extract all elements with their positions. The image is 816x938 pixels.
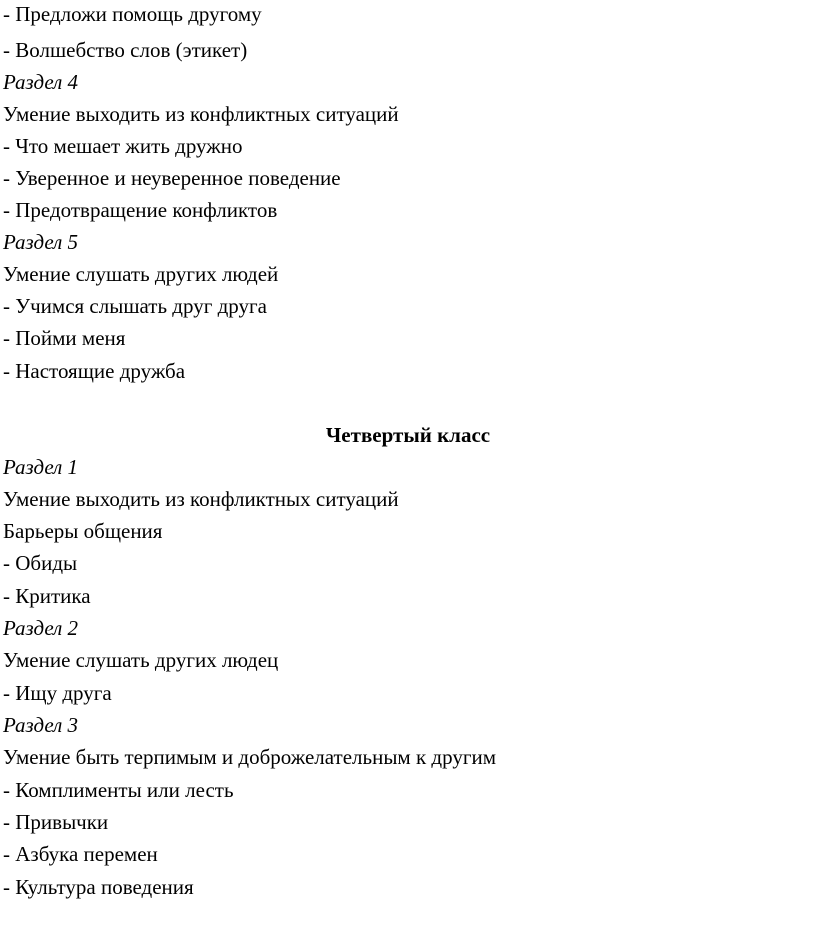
section-title: Умение выходить из конфликтных ситуаций xyxy=(3,487,399,511)
list-item: - Уверенное и неуверенное поведение xyxy=(3,166,341,190)
list-item: - Азбука перемен xyxy=(3,842,158,866)
list-item: - Учимся слышать друг друга xyxy=(3,294,267,318)
list-item: - Пойми меня xyxy=(3,326,126,350)
section-title: Умение выходить из конфликтных ситуаций xyxy=(3,102,399,126)
list-item: - Ищу друга xyxy=(3,681,112,705)
list-item: - Предложи помощь другому xyxy=(3,2,262,26)
list-item: - Критика xyxy=(3,584,91,608)
section-title: Умение быть терпимым и доброжелательным к другим xyxy=(3,745,496,769)
list-item: - Привычки xyxy=(3,810,109,834)
list-item: - Настоящие дружба xyxy=(3,359,186,383)
section-label: Раздел 3 xyxy=(3,713,79,737)
list-item: - Культура поведения xyxy=(3,875,194,899)
section-label: Раздел 2 xyxy=(3,616,79,640)
section-title: Умение слушать других людей xyxy=(3,262,279,286)
section-label: Раздел 5 xyxy=(3,230,79,254)
section-subtitle: Барьеры общения xyxy=(3,519,163,543)
list-item: - Волшебство слов (этикет) xyxy=(3,38,248,62)
section-label: Раздел 4 xyxy=(3,70,79,94)
section-title: Умение слушать других людец xyxy=(3,648,279,672)
list-item: - Обиды xyxy=(3,551,78,575)
list-item: - Комплименты или лесть xyxy=(3,778,234,802)
list-item: - Предотвращение конфликтов xyxy=(3,198,278,222)
grade-heading: Четвертый класс xyxy=(325,423,491,447)
list-item: - Что мешает жить дружно xyxy=(3,134,243,158)
section-label: Раздел 1 xyxy=(3,455,79,479)
